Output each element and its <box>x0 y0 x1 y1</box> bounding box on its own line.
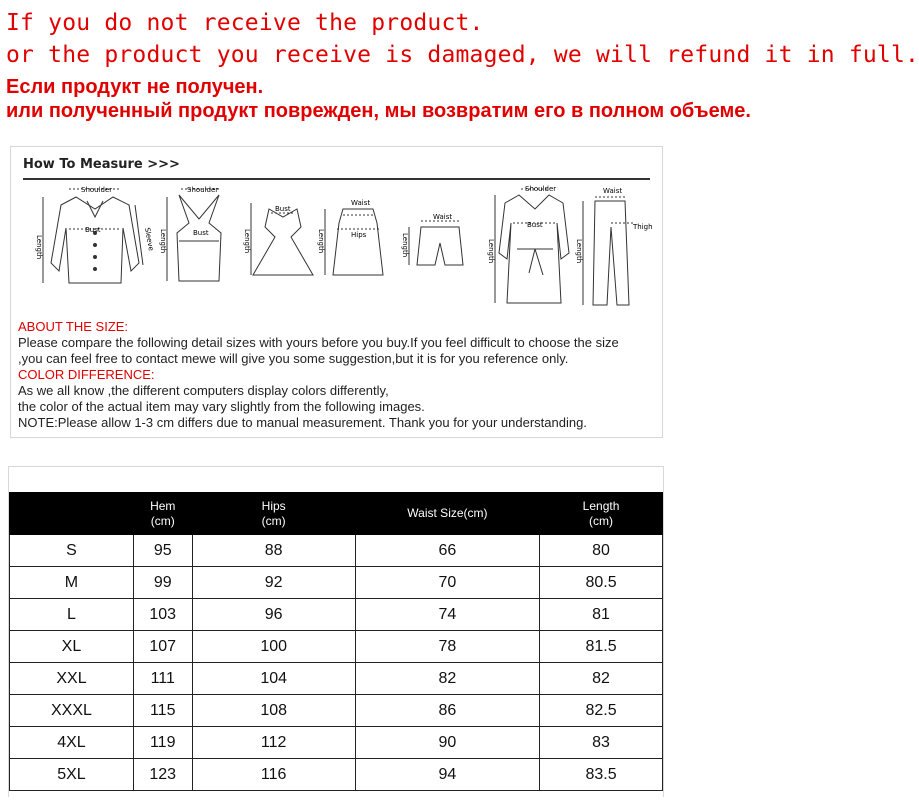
label-shoulder-1: Shoulder <box>81 186 113 194</box>
cell-size: S <box>10 535 134 567</box>
cell-length: 81 <box>540 599 663 631</box>
table-row <box>10 759 663 791</box>
label-bust-6: Bust <box>527 221 543 229</box>
cell-length: 81.5 <box>540 631 663 663</box>
blouse-icon <box>43 189 143 283</box>
cell-size: XL <box>10 631 134 663</box>
cell-size: M <box>10 567 134 599</box>
cell-length: 82 <box>540 663 663 695</box>
measure-title: How To Measure >>> <box>23 157 180 172</box>
cell-length: 83.5 <box>540 759 663 791</box>
about-size-heading: ABOUT THE SIZE: <box>18 319 129 334</box>
table-row <box>10 663 663 695</box>
table-row <box>10 695 663 727</box>
table-header-row <box>10 493 663 535</box>
header-length: Length (cm) <box>540 493 663 535</box>
notice-line-3: Если продукт не получен. <box>6 76 264 98</box>
cell-length: 83 <box>540 727 663 759</box>
measure-diagram <box>21 183 651 313</box>
dress-icon <box>251 203 313 275</box>
header-size <box>10 493 134 535</box>
cell-length: 80 <box>540 535 663 567</box>
cell-hem: 111 <box>133 663 192 695</box>
size-chart-table <box>9 492 663 791</box>
trousers-icon <box>583 197 633 305</box>
label-length-1: Length <box>35 235 43 260</box>
color-difference-line-1: As we all know ,the different computers display colors differently, <box>18 383 389 398</box>
label-length-2: Length <box>159 229 167 254</box>
label-waist-5: Waist <box>433 213 453 221</box>
cell-size: XXL <box>10 663 134 695</box>
notice-line-2: or the product you receive is damaged, we will refund it in full. <box>6 42 919 68</box>
about-size-line-2: ,you can feel free to contact mewe will give you some suggestion,but it is for you reference only. <box>18 351 569 366</box>
measurement-note: NOTE:Please allow 1-3 cm differs due to manual measurement. Thank you for your understanding. <box>18 415 587 430</box>
color-difference-line-2: the color of the actual item may vary slightly from the following images. <box>18 399 425 414</box>
label-bust-3: Bust <box>275 205 291 213</box>
cell-waist: 82 <box>355 663 539 695</box>
cell-size: L <box>10 599 134 631</box>
header-waist: Waist Size(cm) <box>355 493 539 535</box>
label-shoulder-6: Shoulder <box>525 185 557 193</box>
table-row <box>10 599 663 631</box>
label-waist-4: Waist <box>351 199 371 207</box>
table-row <box>10 535 663 567</box>
cell-hem: 95 <box>133 535 192 567</box>
cell-hem: 119 <box>133 727 192 759</box>
cell-hem: 115 <box>133 695 192 727</box>
label-length-5: Length <box>401 233 409 258</box>
how-to-measure-card <box>10 146 663 438</box>
cell-size: XXXL <box>10 695 134 727</box>
label-length-3: Length <box>243 229 251 254</box>
cell-waist: 70 <box>355 567 539 599</box>
cell-waist: 74 <box>355 599 539 631</box>
cell-hips: 88 <box>192 535 355 567</box>
cell-hips: 112 <box>192 727 355 759</box>
cell-hips: 108 <box>192 695 355 727</box>
cell-waist: 78 <box>355 631 539 663</box>
skirt-icon <box>325 209 383 275</box>
coat-icon <box>495 189 569 303</box>
header-hips: Hips (cm) <box>192 493 355 535</box>
notice-line-1: If you do not receive the product. <box>6 10 484 36</box>
cell-hips: 104 <box>192 663 355 695</box>
cell-hem: 99 <box>133 567 192 599</box>
label-hips-4: Hips <box>351 231 367 239</box>
cell-hips: 96 <box>192 599 355 631</box>
cell-hips: 100 <box>192 631 355 663</box>
table-row <box>10 567 663 599</box>
size-notes <box>18 319 619 431</box>
cell-waist: 86 <box>355 695 539 727</box>
label-length-7: Length <box>575 239 583 264</box>
cell-length: 80.5 <box>540 567 663 599</box>
table-row <box>10 631 663 663</box>
shorts-icon <box>409 221 463 265</box>
label-bust-2: Bust <box>193 229 209 237</box>
cell-waist: 94 <box>355 759 539 791</box>
divider <box>23 178 650 180</box>
cell-size: 5XL <box>10 759 134 791</box>
color-difference-heading: COLOR DIFFERENCE: <box>18 367 155 382</box>
cell-waist: 90 <box>355 727 539 759</box>
cell-hem: 107 <box>133 631 192 663</box>
label-bust-1: Bust <box>85 226 101 234</box>
cell-hips: 116 <box>192 759 355 791</box>
cell-size: 4XL <box>10 727 134 759</box>
label-sleeve-1: Sleeve <box>143 226 155 252</box>
label-length-6: Length <box>487 239 495 264</box>
notice-line-4: или полученный продукт поврежден, мы возвратим его в полном объеме. <box>6 100 751 122</box>
table-row <box>10 727 663 759</box>
size-chart-card <box>8 466 664 797</box>
cell-waist: 66 <box>355 535 539 567</box>
label-shoulder-2: Shoulder <box>187 186 219 194</box>
cell-hem: 123 <box>133 759 192 791</box>
label-length-4: Length <box>317 229 325 254</box>
cell-hem: 103 <box>133 599 192 631</box>
garment-figures <box>21 183 651 313</box>
cell-length: 82.5 <box>540 695 663 727</box>
cell-hips: 92 <box>192 567 355 599</box>
label-thigh-7: Thigh <box>633 223 653 231</box>
label-waist-7: Waist <box>603 187 623 195</box>
about-size-line-1: Please compare the following detail sizes with yours before you buy.If you feel difficult to choose the size <box>18 335 619 350</box>
header-hem: Hem (cm) <box>133 493 192 535</box>
